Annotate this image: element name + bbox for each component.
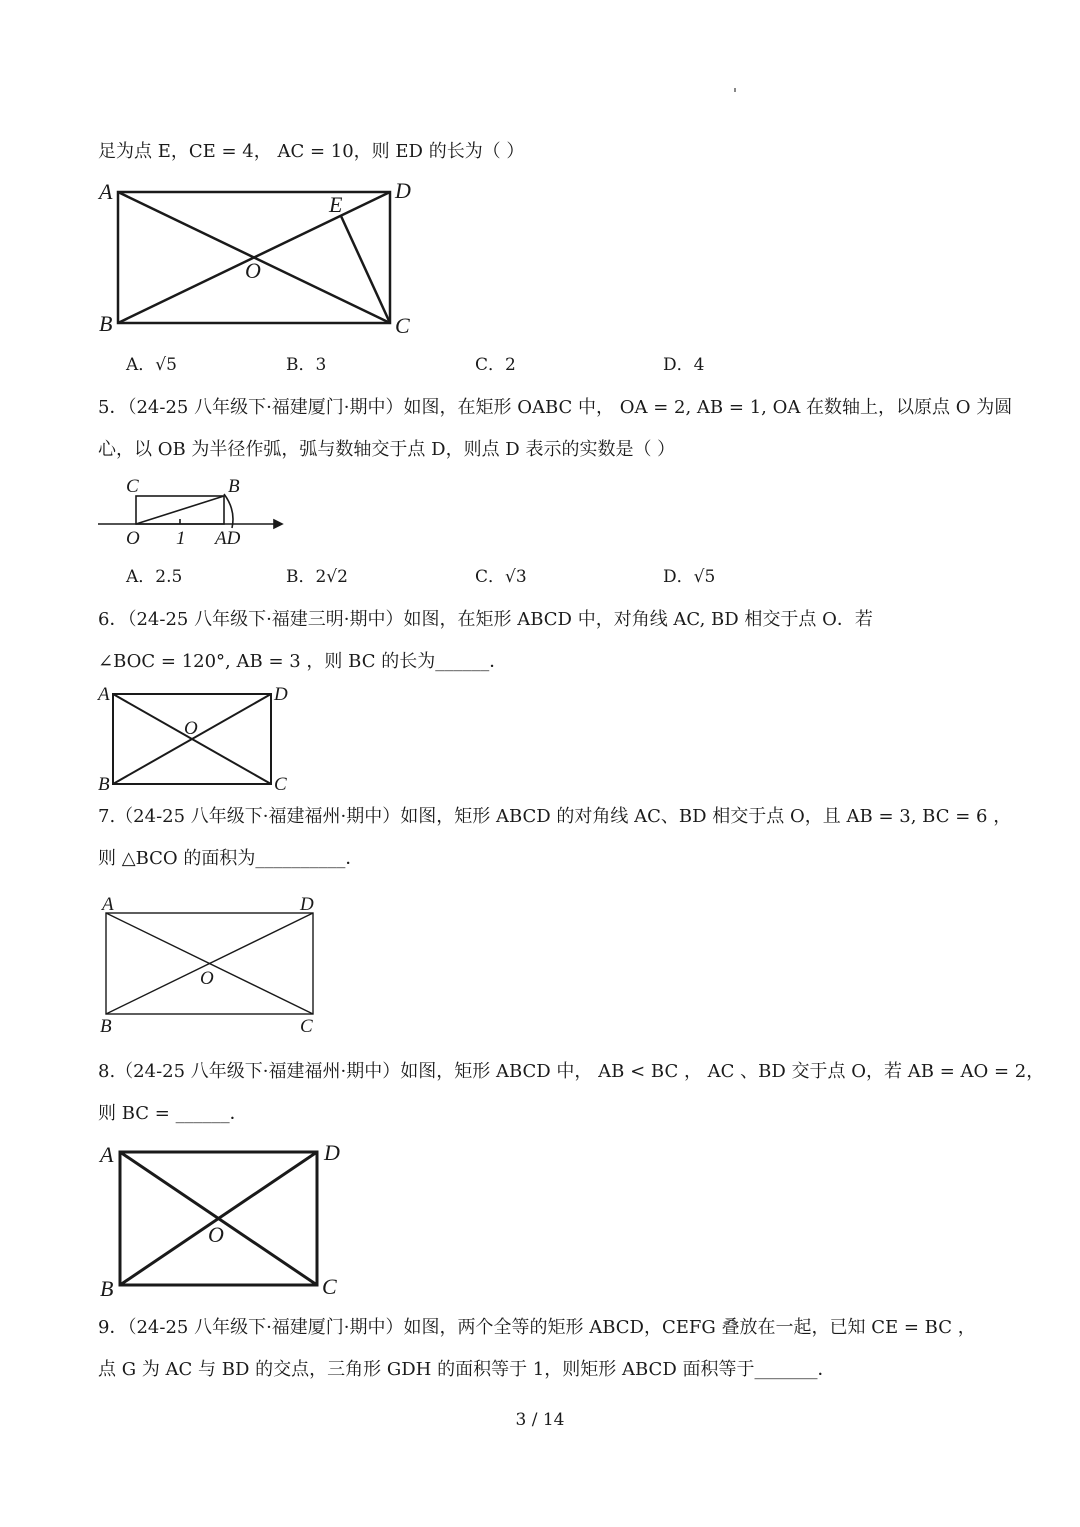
q5-arc — [224, 494, 233, 528]
q4-stem: 足为点 E，CE = 4， AC = 10，则 ED 的长为（ ） — [98, 141, 525, 162]
q5-option-b[interactable]: B．2√2 — [286, 567, 348, 587]
q6-label-b: B — [98, 774, 110, 794]
q5-label-ad: AD — [215, 528, 241, 549]
q7-label-b: B — [100, 1016, 112, 1037]
q6-label-o: O — [184, 718, 198, 739]
q4-label-o: O — [245, 258, 261, 283]
q7-label-d: D — [300, 894, 314, 915]
q4-label-d: D — [395, 178, 411, 203]
q8-stem-line2: 则 BC = ______． — [98, 1103, 248, 1124]
q5-label-o: O — [126, 528, 140, 549]
q4-option-d[interactable]: D．4 — [663, 355, 705, 375]
q8-stem-line1: 8.（24-25 八年级下·福建福州·期中）如图，矩形 ABCD 中， AB < BC ， AC 、BD 交于点 O，若 AB = AO = 2， — [98, 1061, 1045, 1082]
q6-stem-line2: ∠BOC = 120°, AB = 3 ，则 BC 的长为______． — [98, 651, 508, 672]
q8-label-b: B — [100, 1276, 114, 1301]
q5-figure — [96, 472, 286, 550]
q4-label-b: B — [99, 311, 113, 336]
page-number: 3 / 14 — [515, 1410, 565, 1430]
q7-stem-line2: 则 △BCO 的面积为__________． — [98, 848, 364, 869]
q6-label-c: C — [274, 774, 287, 794]
q6-label-a: A — [98, 684, 110, 705]
q7-label-a: A — [102, 894, 114, 915]
q5-stem-line2: 心，以 OB 为半径作弧，弧与数轴交于点 D，则点 D 表示的实数是（ ） — [98, 439, 676, 460]
q8-label-o: O — [208, 1222, 224, 1247]
q6-stem-line1: 6．（24-25 八年级下·福建三明·期中）如图，在矩形 ABCD 中，对角线 AC, BD 相交于点 O．若 — [98, 609, 873, 630]
q7-stem-line1: 7.（24-25 八年级下·福建福州·期中）如图，矩形 ABCD 的对角线 AC、BD 相交于点 O，且 AB = 3, BC = 6 ， — [98, 806, 1012, 827]
q6-label-d: D — [274, 684, 288, 705]
q5-label-one: 1 — [176, 528, 186, 549]
q4-figure — [95, 176, 425, 340]
q8-label-d: D — [324, 1140, 340, 1165]
q5-option-c[interactable]: C．√3 — [475, 567, 527, 587]
scan-mark — [734, 88, 736, 92]
q6-figure — [94, 682, 294, 794]
q7-label-o: O — [200, 968, 214, 989]
q4-label-c: C — [395, 313, 410, 338]
q9-stem-line2: 点 G 为 AC 与 BD 的交点，三角形 GDH 的面积等于 1，则矩形 ABCD 面积等于_______． — [98, 1359, 836, 1380]
q7-figure — [96, 890, 326, 1038]
q8-label-c: C — [322, 1274, 337, 1299]
q4-label-e: E — [329, 192, 343, 217]
q4-option-b[interactable]: B．3 — [286, 355, 327, 375]
q5-stem-line1: 5．（24-25 八年级下·福建厦门·期中）如图，在矩形 OABC 中， OA = 2, AB = 1, OA 在数轴上，以原点 O 为圆 — [98, 397, 1013, 418]
q4-option-c[interactable]: C．2 — [475, 355, 516, 375]
q8-figure — [96, 1138, 356, 1302]
q5-label-c: C — [126, 476, 139, 497]
q7-label-c: C — [300, 1016, 313, 1037]
q5-label-b: B — [228, 476, 240, 497]
q4-segment-ce — [341, 216, 390, 323]
q4-option-a[interactable]: A．√5 — [126, 355, 177, 375]
q5-option-d[interactable]: D．√5 — [663, 567, 716, 587]
q8-label-a: A — [100, 1142, 114, 1167]
q5-axis-arrow — [274, 520, 282, 528]
q9-stem-line1: 9．（24-25 八年级下·福建厦门·期中）如图，两个全等的矩形 ABCD，CEFG 叠放在一起，已知 CE = BC ， — [98, 1317, 976, 1338]
q4-label-a: A — [99, 179, 113, 204]
q5-option-a[interactable]: A．2.5 — [126, 567, 183, 587]
